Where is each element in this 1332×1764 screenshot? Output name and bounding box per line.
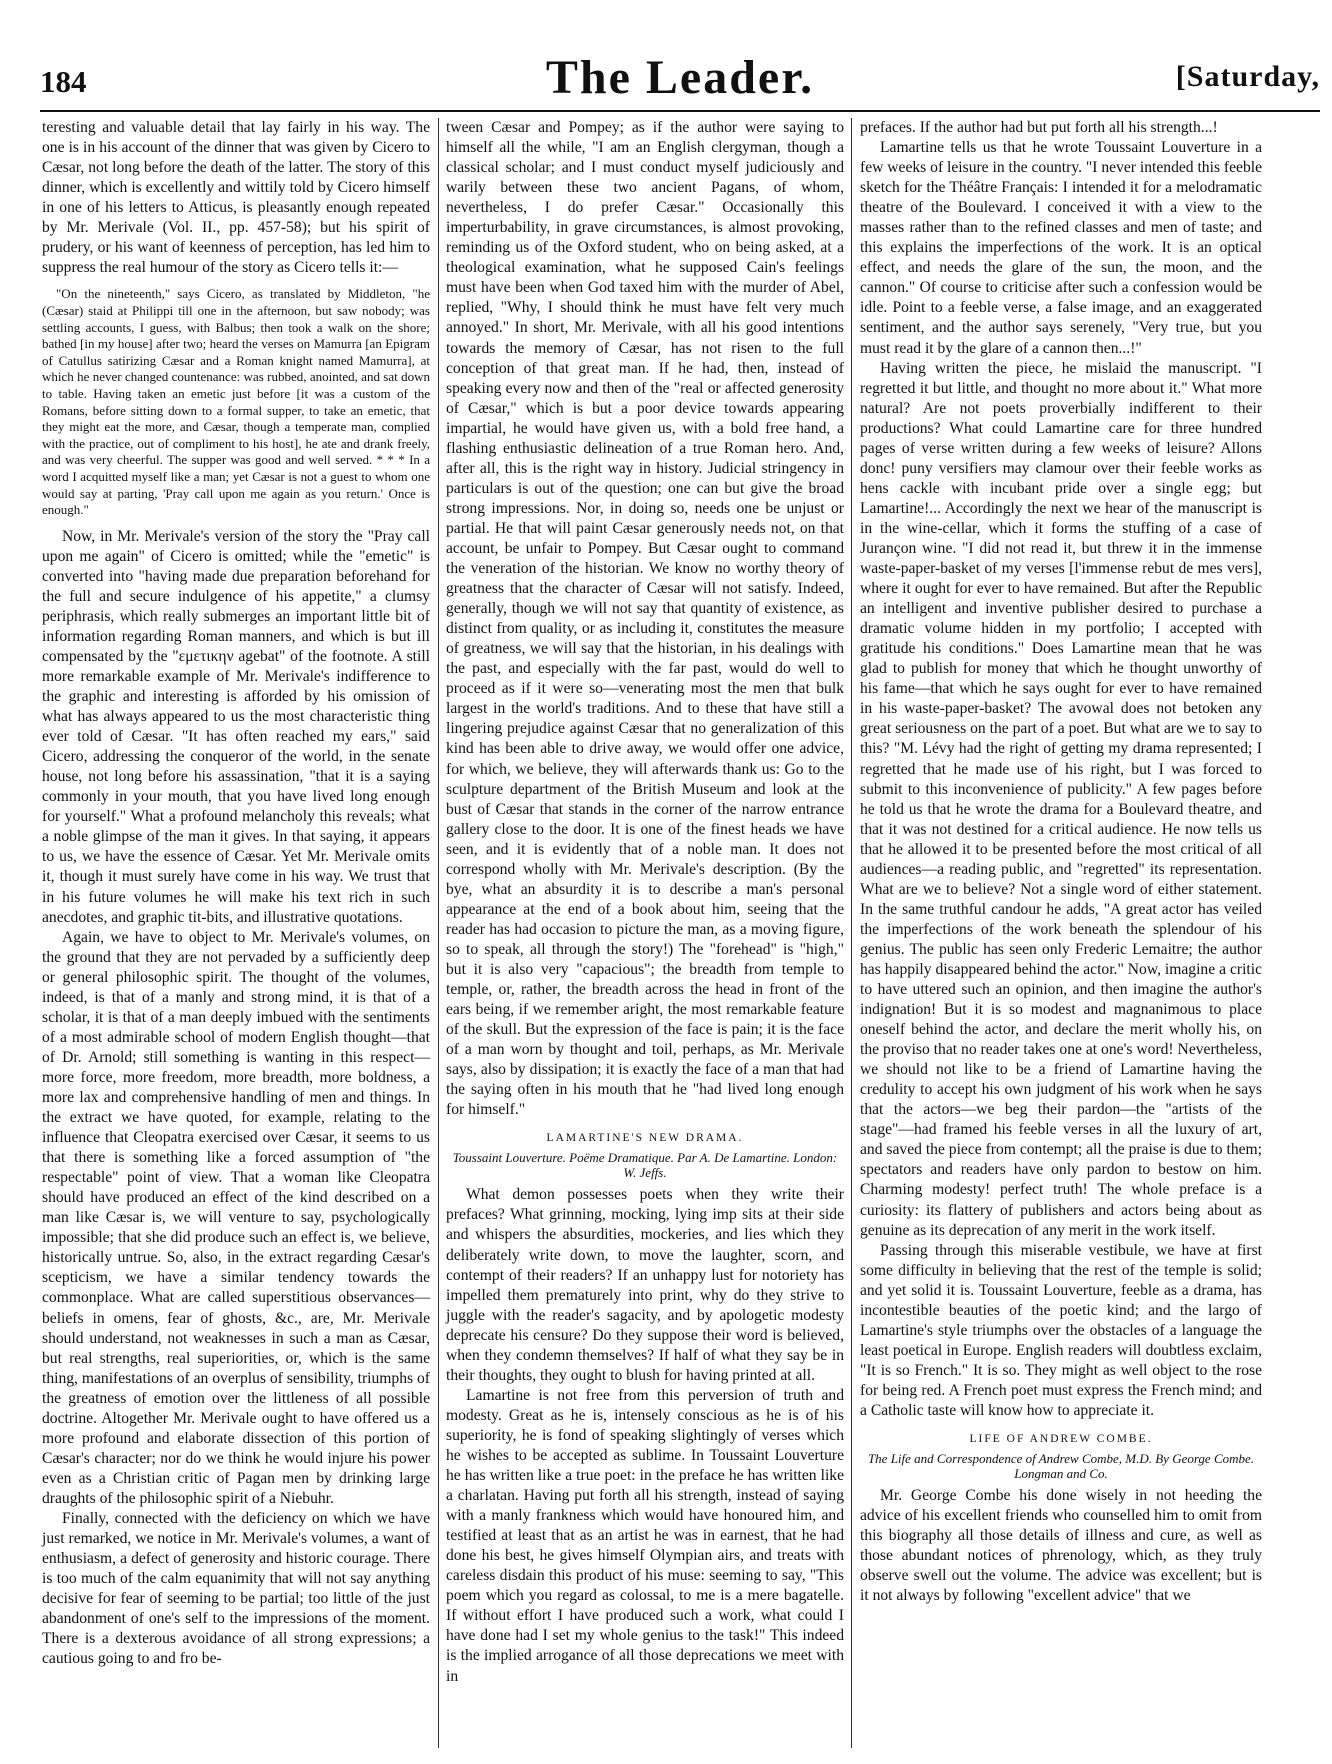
book-citation: Toussaint Louverture. Poëme Dramatique. Par A. De Lamartine. London: W. Jeffs. [452,1150,838,1181]
paragraph: teresting and valuable detail that lay fairly in his way. The one is in his account of the dinner that was given by Cicero to Cæsar, not long before the death of the latter. The story of this dinner, which is excellently and wittily told by Cicero himself in one of his letters to Atticus, is pleasantly enough repeated by Mr. Merivale (Vol. II., pp. 457-58); but his spirit of prudery, or his want of keenness of perception, has led him to suppress the real humour of the story as Cicero tells it:— [42,119,430,277]
paragraph: prefaces. If the author had but put forth all his strength...! [860,119,1218,136]
book-citation: The Life and Correspondence of Andrew Combe, M.D. By George Combe. Longman and Co. [867,1451,1255,1482]
paragraph: Mr. George Combe his done wisely in not heeding the advice of his excellent friends who counselled him to omit from this biography all those details of illness and cure, as well as those abundant notices of phrenology, which, as they truly observe swell out the volume. The advice was excellent; but is it not always by following "excellent advice" that we [860,1487,1262,1605]
paragraph: Lamartine tells us that he wrote Toussaint Louverture in a few weeks of leisure in the country. "I never intended this feeble sketch for the Théâtre Français: I intended it for a melodramatic theatre of the Boulevard. I conceived it with a view to the masses rather than to the refined classes and men of taste; and this explains the imperfections of the work. It is an optical effect, and needs the glare of the sun, the moon, and the cannon." Of course to criticise after such a confession would be idle. Point to a feeble verse, a false image, and an exaggerated sentiment, and the author says serenely, "Very true, but you must read it by the glare of a cannon then...!" [860,139,1262,357]
paragraph: Again, we have to object to Mr. Merivale's volumes, on the ground that they are not pervaded by a sufficiently deep or general philosophic spirit. The thought of the volumes, indeed, is that of a manly and strong mind, it is that of a scholar, it is that of a man deeply imbued with the sentiments of a most admirable school of modern English thought—that of Dr. Arnold; still something is wanting in this respect—more force, more freedom, more breadth, more boldness, a more lax and comprehensive handling of men and things. In the extract we have quoted, for example, relating to the influence that Cleopatra exercised over Cæsar, it seems to us that there is something like a forced assumption of "the respectable" point of view. That a woman like Cleopatra should have produced an effect of the kind described on a man like Cæsar is, we will venture to say, psychologically impossible; that she did produce such an effect is, we believe, historically untrue. So, also, in the extract regarding Cæsar's scepticism, we have a similar tendency towards the commonplace. What are called superstitious observances—beliefs in omens, fear of ghosts, &c., are, Mr. Merivale should understand, not weaknesses in such a man as Cæsar, but real strengths, real superiorities, or, which is the same thing, manifestations of an overplus of sensibility, triumphs of the greatness of emotion over the littleness of all possible doctrine. Altogether Mr. Merivale ought to have offered us a more profound and elaborate dissection of this portion of Cæsar's character; nor do we think he would injure his power even as a Christian critic of Pagan men by drinking large draughts of the philosophic spirit of a Niebuhr. [42,928,430,1507]
block-quote: "On the nineteenth," says Cicero, as translated by Middleton, "he (Cæsar) staid at Philippi till one in the afternoon, but saw nobody; was settling accounts, I guess, with Balbus; then took a walk on the shore; bathed [in my house] after two; heard the verses on Mamurra [an Epigram of Catullus satirizing Cæsar and a Roman knight named Mamurra], at which he never changed countenance: was rubbed, anointed, and sat down to table. Having taken an emetic just before [it was a custom of the Romans, before sitting down to a formal supper, to take an emetic, that they might eat the more, and Cæsar, though a temperate man, complied with the practice, out of compliment to his host], he ate and drank freely, and was very cheerful. The supper was good and well served. * * * In a word I acquitted myself like a man; yet Cæsar is not a guest to whom one would say at parting, 'Pray call upon me again as you return.' Once is enough." [42,286,430,518]
paragraph: Lamartine is not free from this perversion of truth and modesty. Great as he is, intensely conscious as he is of his superiority, he is fond of speaking slightingly of verses which he wishes to be accepted as sublime. In Toussaint Louverture he has written like a true poet: in the preface he has written like a charlatan. Having put forth all his strength, instead of saying with a manly frankness which would have honoured him, and testified at least that as an artist he was in earnest, that he had done his best, he gives himself Olympian airs, and treats with careless disdain this product of his muse: seeming to say, "This poem which you regard as colossal, to me is a mere bagatelle. If without effort I have produced such a work, what could I have done had I set my whole genius to the task!" This indeed is the implied arrogance of all those deprecations we meet with in [446,1386,844,1685]
paragraph: What demon possesses poets when they write their prefaces? What grinning, mocking, lying imp sits at their side and whispers the absurdities, mockeries, and lies which they deliberately write down, to move the laughter, scorn, and contempt of their readers? If an unhappy lust for notoriety has impelled them prematurely into print, why do they strive to juggle with the reader's sagacity, and by apologetic modesty deprecate his censure? Do they suppose their word is believed, when they condemn themselves? If half of what they say be in their thoughts, they ought to blush for having printed at all. [446,1186,844,1384]
paragraph: Passing through this miserable vestibule, we have at first some difficulty in believing that the rest of the temple is solid; and yet solid it is. Toussaint Louverture, feeble as a drama, has incontestible beauties of the poetic kind; and the largo of Lamartine's style triumphs over the obstacles of a language the least poetical in Europe. English readers will doubtless exclaim, "It is so French." It is so. They might as well object to the rose for being red. A French poet must express the French mind; and a Catholic taste will know how to appreciate it. [860,1241,1262,1419]
masthead [40,48,1320,112]
section-heading: LAMARTINE'S NEW DRAMA. [546,1132,744,1145]
section-heading: LIFE OF ANDREW COMBE. [969,1433,1153,1446]
page-number: 184 [40,64,87,99]
day-label: [Saturday, [1175,60,1320,93]
column-3 [860,118,1262,1606]
newspaper-title: The Leader. [545,51,815,104]
column-rule [851,118,852,1748]
paragraph: Now, in Mr. Merivale's version of the story the "Pray call upon me again" of Cicero is omitted; while the "emetic" is converted into "having made due preparation beforehand for the full and secure indulgence of his appetite," a clumsy periphrasis, which really submerges an important little bit of information regarding Roman manners, and which is but ill compensated by the "εμετικην agebat" of the footnote. A still more remarkable example of Mr. Merivale's indifference to the graphic and interesting is afforded by his omission of what has always appeared to us the most characteristic thing ever told of Cæsar. "It has often reached my ears," said Cicero, addressing the conqueror of the world, in the senate house, not long before his assassination, "that it is a saying commonly in your mouth, that you have lived long enough for yourself." What a profound melancholy this reveals; what a noble glimpse of the man it gives. In that saying, it appears to us, we have the essence of Cæsar. Yet Mr. Merivale omits it, though it must surely have come in his way. We trust that in his future volumes he will make his text rich in such anecdotes, and graphic tit-bits, and illustrative quotations. [42,527,430,926]
column-1 [42,118,430,1669]
paragraph: Having written the piece, he mislaid the manuscript. "I regretted it but little, and thought no more about it." What more natural? Are not poets proverbially indifferent to their productions? What could Lamartine care for three hundred pages of verse written during a few weeks of leisure? Allons donc! puny versifiers may clamour over their feeble works as hens cackle with incubant pride over a single egg; but Lamartine!... Accordingly the next we hear of the manuscript is in the wine-cellar, which it forms the stuffing of a case of Jurançon wine. "I did not read it, but threw it in the immense waste-paper-basket of my verses [l'immense rebut de mes vers], where it ought for ever to have remained. But after the Republic an intelligent and inventive publisher desired to purchase a dramatic volume hidden in my portfolio; I accepted with gratitude his conditions." Does Lamartine mean that he was glad to publish for money that which he thought unworthy of his fame—that which he says ought for ever to have remained in his waste-paper-basket? The avowal does not betoken any great seriousness on the part of a poet. But what are we to say to this? "M. Lévy had the right of getting my drama represented; I regretted that he made use of his right, but I was forced to submit to this inconvenience of publicity." A few pages before he told us that he wrote the drama for a Boulevard theatre, and that it was not destined for a critical audience. He now tells us that he allowed it to be presented before the most critical of all audiences—a reading public, and "regretted" its representation. What are we to believe? Not a single word of either statement. In the same truthful candour he adds, "A great actor has veiled the imperfections of the work beneath the splendour of his genius. The public has seen only Frederic Lemaitre; the author has happily disappeared behind the actor." Now, imagine a critic to have uttered such an opinion, and then imagine the author's indignation! But it is so modest and magnanimous to place oneself behind the actor, and declare the merit wholly his, on the proviso that no reader takes one at one's word! Nevertheless, we should not like to be a friend of Lamartine having the credulity to accept his own judgment of his work when he says that the actors—we beg their pardon—the "artists of the stage"—had framed his feeble verses in all the luxury of art, and saved the piece from contempt; all the praise is due to them; spectators and readers have only pardon to bestow on him. Charming modesty! perfect truth! The whole preface is a curiosity: its flattery of publishers and actors being about as genuine as its deprecation of any merit in the work itself. [860,359,1262,1239]
paragraph: tween Cæsar and Pompey; as if the author were saying to himself all the while, "I am an English clergyman, though a classical scholar; and I must conduct myself judiciously and warily between these two ancient Pagans, of whom, nevertheless, I do prefer Cæsar." Occasionally this imperturbability, in grave circumstances, is almost provoking, reminding us of the Oxford student, who on being asked, at a theological examination, what he supposed Cain's feelings must have been when God taxed him with the murder of Abel, replied, "Why, I should think he must have felt very much annoyed." In short, Mr. Merivale, with all his good intentions towards the memory of Cæsar, has not risen to the full conception of that great man. If he had, then, instead of speaking every now and then of the "real or affected generosity of Cæsar," which is but a poor device towards appearing impartial, he would have given us, with a bold free hand, a flashing enthusiastic delineation of a true Roman hero. And, after all, this is the right way in history. Judicial stringency in particulars is out of the question; one can but give the broad strong impressions. Nor, in doing so, needs one be unjust or partial. He that will paint Cæsar generously needs not, on that account, be unfair to Pompey. But Cæsar ought to command the veneration of the historian. We know no worthy theory of greatness that the character of Cæsar will not satisfy. Indeed, generally, though we will not say that quantity of existence, as distinct from quality, or as including it, constitutes the measure of greatness, we will say that the historian, in his dealings with the past, and especially with the far past, would do well to proceed as if it were so—venerating most the men that bulk largest in the world's traditions. And to these that have still a lingering prejudice against Cæsar that no generalization of this kind has been able to drive away, we would offer one advice, for which, we believe, they will afterwards thank us: Go to the sculpture department of the British Museum and look at the bust of Cæsar that stands in the corner of the narrow entrance gallery close to the door. It is one of the finest heads we have seen, and it is evidently that of a noble man. It does not correspond wholly with Mr. Merivale's description. (By the bye, what an absurdity it is to describe a man's personal appearance at the end of a book about him, seeing that the reader has had occasion to picture the man, as a moving figure, so to speak, all through the story!) The "forehead" is "high," but it is also very "capacious"; the breadth from temple to temple, or, rather, the breadth across the head in front of the ears being, if we remember aright, the most remarkable feature of the skull. But the expression of the face is pain; it is the face of a man worn by thought and toil, perhaps, as Mr. Merivale says, also by dissipation; it is exactly the face of a man that had the saying often in his mouth that he "had lived long enough for himself." [446,119,844,1119]
column-rule [438,118,439,1748]
column-2 [446,118,844,1687]
paragraph: Finally, connected with the deficiency on which we have just remarked, we notice in Mr. Merivale's volumes, a want of enthusiasm, a defect of generosity and historic courage. There is too much of the calm equanimity that will not say anything decisive for fear of seeming to be partial; too little of the just abandonment of one's self to the impressions of the moment. There is a dexterous avoidance of all strong expressions; a cautious going to and fro be- [42,1509,430,1668]
